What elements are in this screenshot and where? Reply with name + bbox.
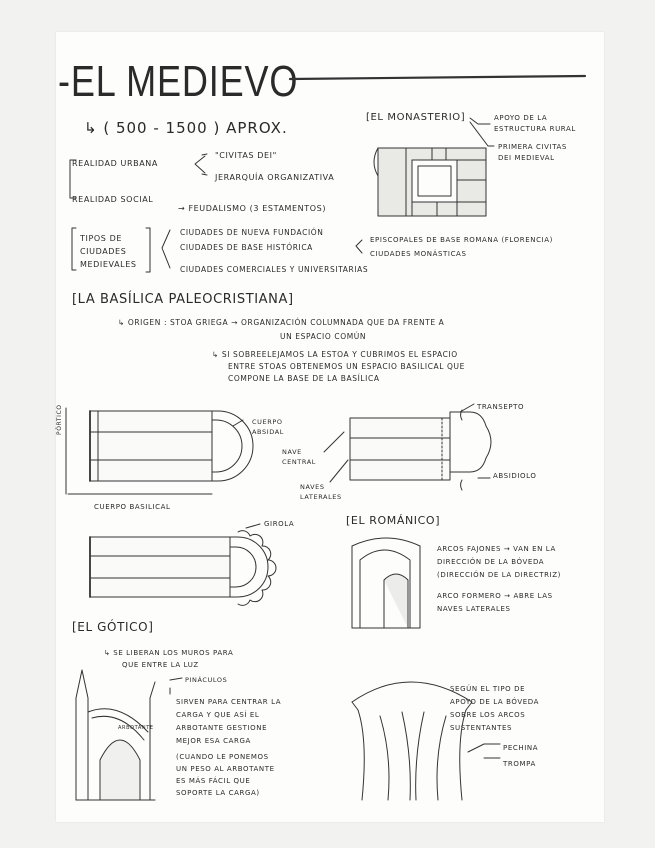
cuando-line2: UN PESO AL ARBOTANTE (176, 765, 275, 773)
ciudades-nueva-fundacion: CIUDADES DE NUEVA FUNDACIÓN (180, 228, 324, 237)
sirven-line1: SIRVEN PARA CENTRAR LA (176, 698, 282, 706)
transepto-arrow (460, 404, 474, 412)
basilica-si-line2: ENTRE STOAS OBTENEMOS UN ESPACIO BASILICAL QUE (228, 362, 465, 371)
monasterio-primera-line2: DEI MEDIEVAL (498, 154, 555, 162)
basilica-heading: [LA BASÍLICA PALEOCRISTIANA] (72, 292, 294, 307)
gotico-liberan-line2: QUE ENTRE LA LUZ (122, 661, 199, 669)
cuerpo-basilical-label: CUERPO BASILICAL (94, 503, 171, 511)
civitas-dei-text: "CIVITAS DEI" (215, 151, 277, 160)
formero-line2: NAVES LATERALES (437, 605, 511, 613)
title-rule (290, 76, 585, 79)
monasterio-primera-line1: PRIMERA CIVITAS (498, 143, 567, 151)
girola-label: GIROLA (264, 520, 295, 528)
realidad-urbana-label: REALIDAD URBANA (72, 159, 158, 168)
segun-line3: SOBRE LOS ARCOS (450, 711, 526, 719)
girola-arrow (246, 524, 260, 528)
romanico-heading: [EL ROMÁNICO] (346, 514, 441, 527)
boveda-vault-drawing (352, 682, 472, 800)
cuerpo-absidal-line2: ABSIDAL (252, 428, 284, 436)
basilica-plan-girola (90, 531, 276, 606)
sirven-line3: ARBOTANTE GESTIONE (176, 724, 268, 732)
naves-laterales-line1: NAVES (300, 483, 325, 491)
jerarquia-text: JERARQUÍA ORGANIZATIVA (215, 173, 335, 182)
basilica-si-line3: COMPONE LA BASE DE LA BASÍLICA (228, 374, 380, 383)
basilica-origen-line1: ↳ ORIGEN : STOA GRIEGA → ORGANIZACIÓN COLUMNADA QUE DA FRENTE A (118, 318, 445, 327)
romanico-vault-drawing (352, 538, 420, 628)
monasterio-arrow-2 (470, 122, 494, 146)
pinaculos-label: PINÁCULOS (185, 676, 228, 684)
sirven-line4: MEJOR ESA CARGA (176, 737, 251, 745)
portico-label: PÓRTICO (56, 404, 63, 435)
monasterio-apoyo-line2: ESTRUCTURA RURAL (494, 125, 576, 133)
ciudades-episcopales: EPISCOPALES DE BASE ROMANA (FLORENCIA) (370, 236, 553, 244)
arrow-icon (202, 154, 207, 175)
gotico-cathedral-drawing (76, 670, 155, 800)
pechina-label: PECHINA (503, 744, 539, 752)
sirven-line2: CARGA Y QUE ASÍ EL (176, 711, 260, 719)
cuerpo-absidal-arrow (233, 420, 243, 426)
tipos-line1: TIPOS DE (80, 234, 123, 243)
ciudades-base-historica: CIUDADES DE BASE HISTÓRICA (180, 243, 313, 252)
feudalismo-text: → FEUDALISMO (3 ESTAMENTOS) (178, 204, 327, 213)
gotico-liberan-line1: ↳ SE LIBERAN LOS MUROS PARA (104, 649, 234, 657)
naves-laterales-line2: LATERALES (300, 493, 342, 501)
basilica-plan-transept (350, 410, 491, 490)
formero-line1: ARCO FORMERO → ABRE LAS (437, 592, 553, 600)
fajones-line3: (DIRECCIÓN DE LA DIRECTRIZ) (437, 571, 561, 579)
pinaculos-arrow (170, 678, 182, 680)
monasterio-arrow-1 (470, 118, 490, 124)
ciudades-comerciales: CIUDADES COMERCIALES Y UNIVERSITARIAS (180, 265, 369, 274)
realidad-social-label: REALIDAD SOCIAL (72, 195, 154, 204)
nave-central-line1: NAVE (282, 448, 302, 456)
monasterio-apoyo-line1: APOYO DE LA (494, 114, 548, 122)
cuerpo-absidal-line1: CUERPO (252, 418, 283, 426)
ciudades-monasticas: CIUDADES MONÁSTICAS (370, 250, 467, 258)
gotico-heading: [EL GÓTICO] (72, 620, 154, 634)
tipos-box (72, 228, 150, 272)
segun-line1: SEGÚN EL TIPO DE (450, 685, 526, 693)
fajones-line2: DIRECCIÓN DE LA BÓVEDA (437, 558, 545, 566)
monasterio-plan-drawing (374, 148, 486, 216)
nave-central-arrow (324, 432, 344, 452)
fajones-line1: ARCOS FAJONES → VAN EN LA (437, 545, 556, 553)
segun-line2: APOYO DE LA BÓVEDA (450, 698, 540, 706)
transepto-label: TRANSEPTO (477, 403, 525, 411)
cuando-line1: (CUANDO LE PONEMOS (176, 753, 269, 761)
tipos-line3: MEDIEVALES (80, 260, 137, 269)
basilica-plan-simple (90, 411, 253, 481)
tipos-brace (162, 230, 170, 268)
boveda-arrow (468, 744, 500, 758)
naves-laterales-arrow (330, 460, 348, 482)
cuando-line4: SOPORTE LA CARGA) (176, 789, 260, 797)
nave-central-line2: CENTRAL (282, 458, 316, 466)
segun-line4: SUSTENTANTES (450, 724, 513, 732)
arbotante-label: ARBOTANTE (118, 725, 154, 731)
basilica-origen-line2: UN ESPACIO COMÚN (280, 332, 367, 341)
trompa-label: TROMPA (503, 760, 536, 768)
monasterio-heading: [EL MONASTERIO] (366, 112, 466, 123)
basilica-si-line1: ↳ SI SOBREELEJAMOS LA ESTOA Y CUBRIMOS EL ESPACIO (212, 350, 458, 359)
urbana-brace (195, 156, 205, 173)
absidiolo-label: ABSIDIOLO (493, 472, 537, 480)
tipos-line2: CIUDADES (80, 247, 127, 256)
realidad-bracket (70, 160, 76, 198)
cuando-line3: ES MÁS FÁCIL QUE (176, 777, 251, 785)
page-title: -EL MEDIEVO (58, 57, 299, 106)
historica-brace (356, 240, 362, 253)
date-range: ↳ ( 500 - 1500 ) APROX. (84, 119, 288, 137)
